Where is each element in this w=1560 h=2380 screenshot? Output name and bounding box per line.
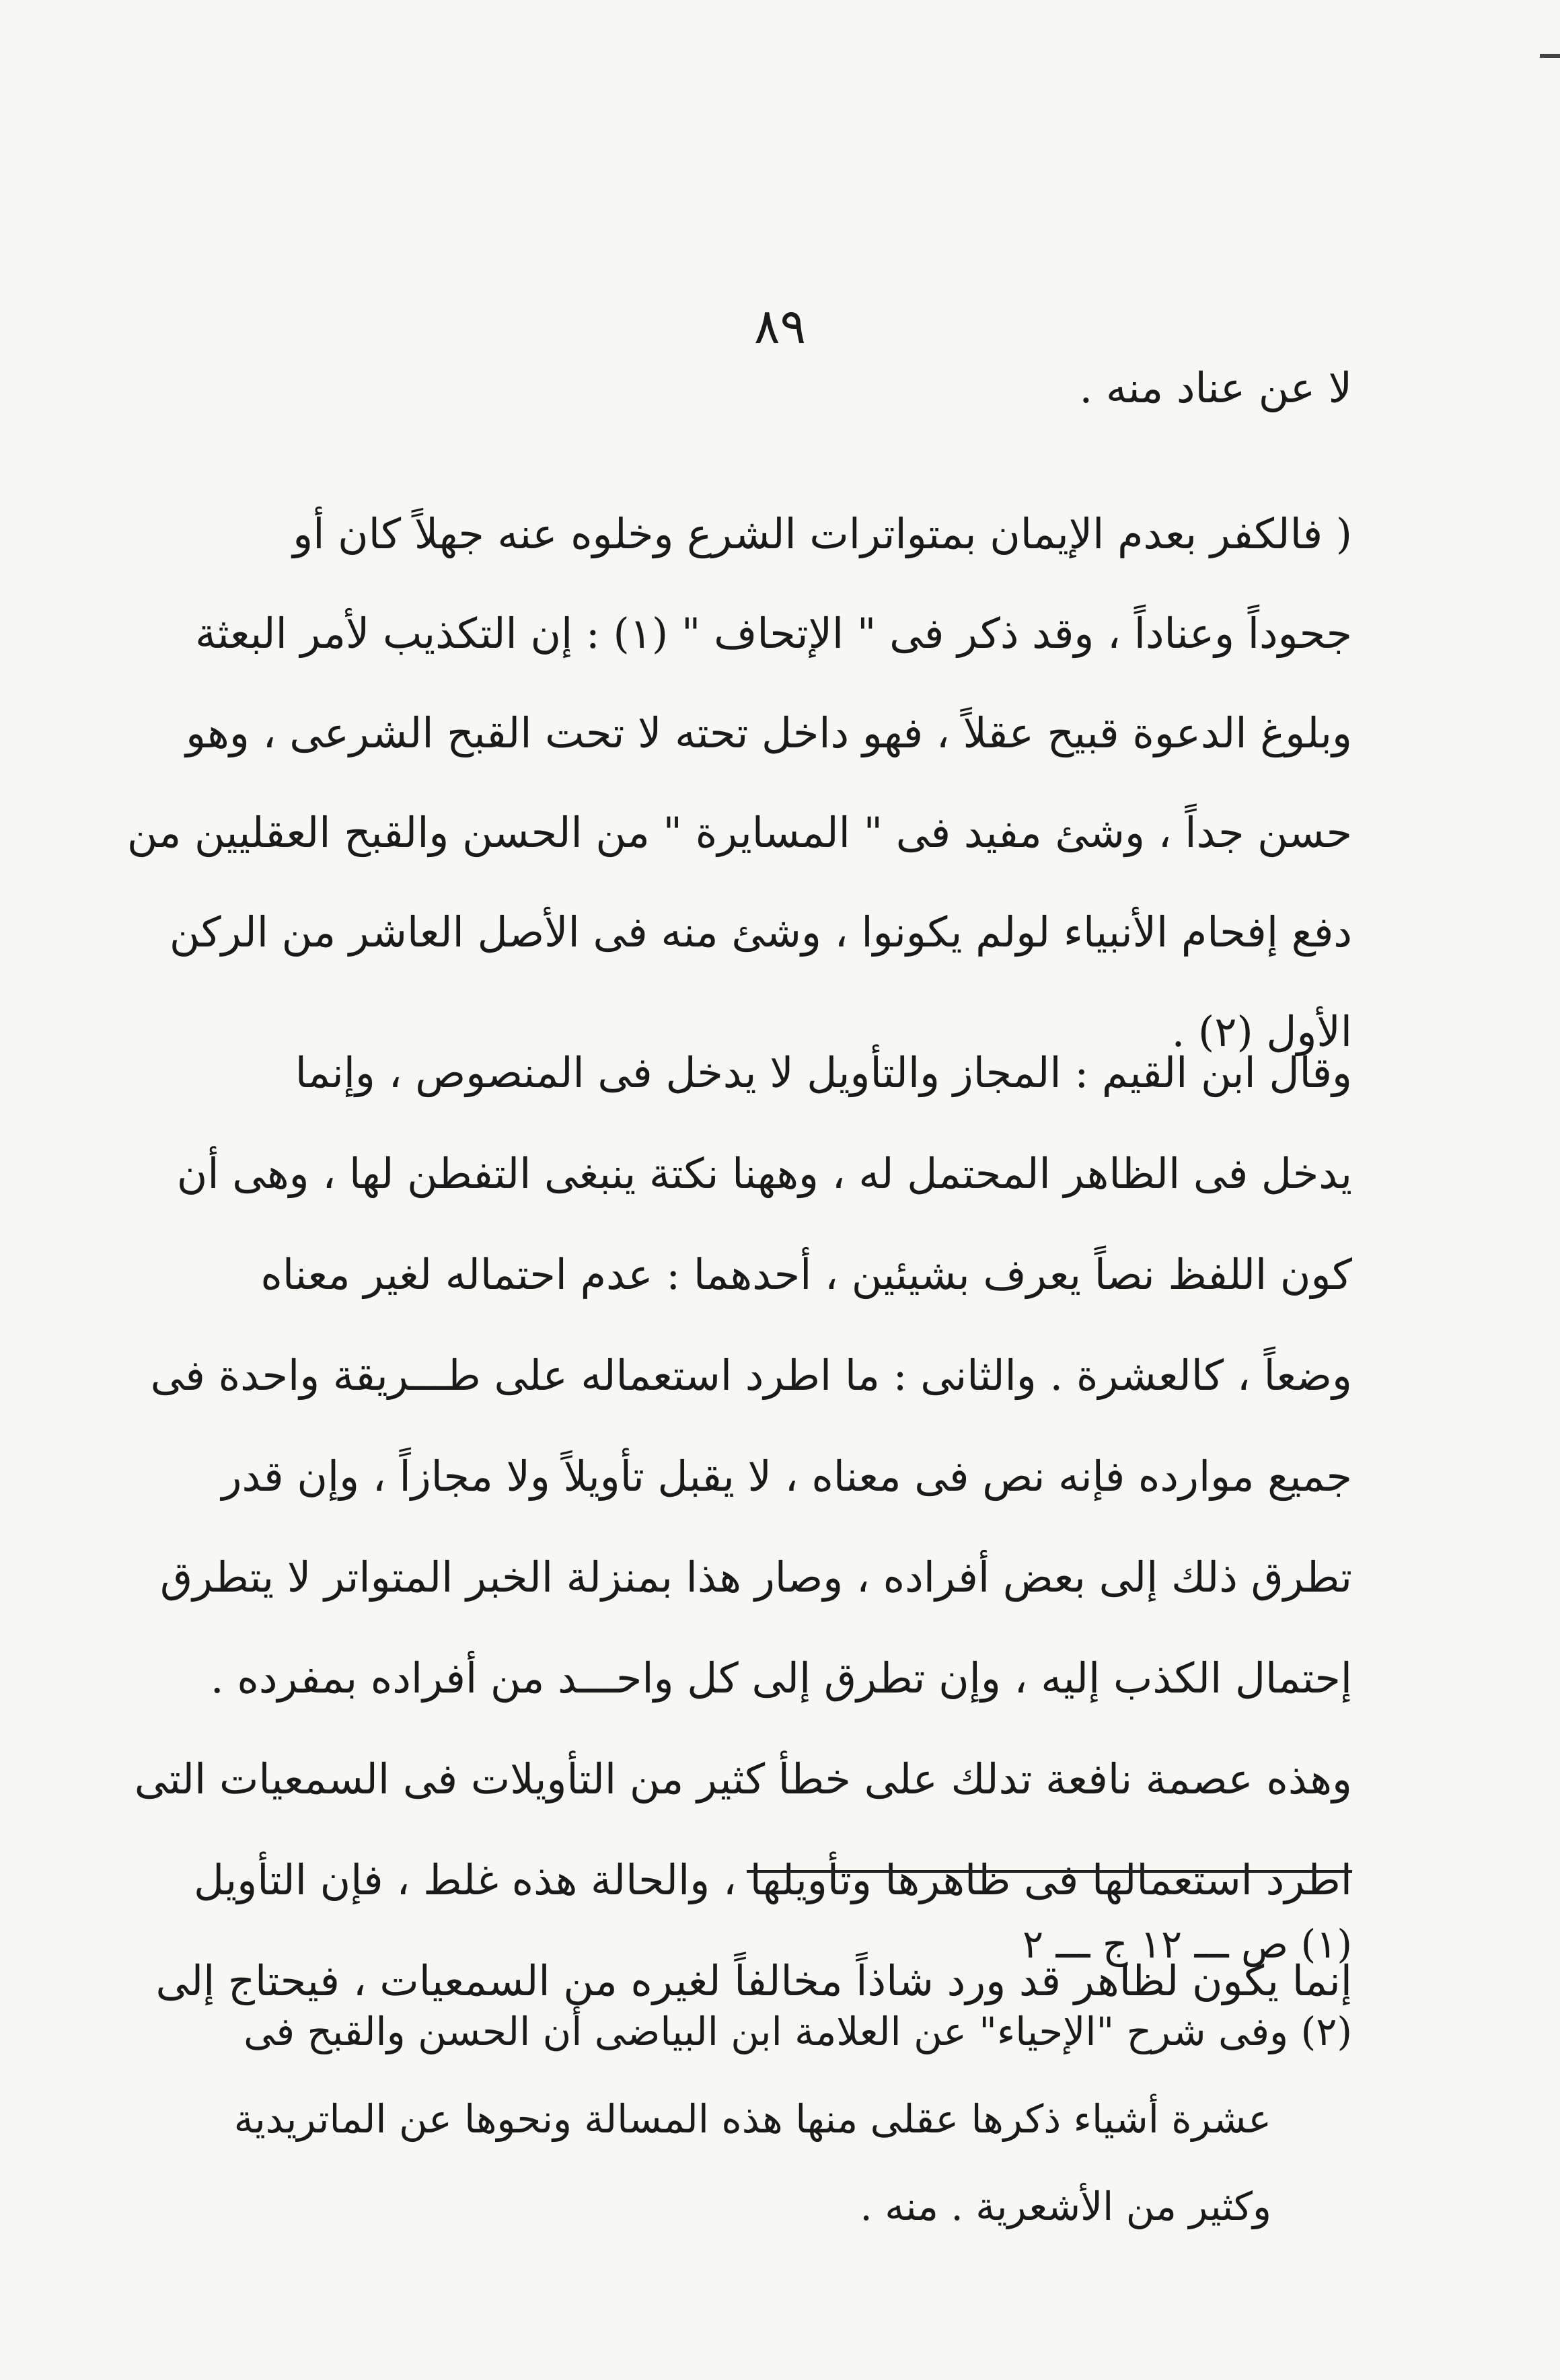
intro-line: لا عن عناد منه . [1079,363,1352,412]
paragraph-line: جميع موارده فإنه نص فى معناه ، لا يقبل تأويلاً ولا مجازاً ، وإن قدر [221,1452,1352,1501]
paragraph-line: وقال ابن القيم : المجاز والتأويل لا يدخل فى المنصوص ، وإنما [295,1048,1352,1097]
paragraph-line: اطرد استعمالها فى ظاهرها وتأويلها ، والحالة هذه غلط ، فإن التأويل [194,1855,1352,1904]
paragraph-line: تطرق ذلك إلى بعض أفراده ، وصار هذا بمنزلة الخبر المتواتر لا يتطرق [160,1553,1352,1602]
footnote-1: (١) ص ـــ ١٢ ج ـــ ٢ [1022,1921,1352,1967]
paragraph-2 [114,1022,1352,2032]
page-edge-mark [1540,54,1560,58]
page-number: ٨٩ [753,298,807,355]
footnote-2-continuation: عشرة أشياء ذكرها عقلى منها هذه المسالة ونحوها عن الماتريدية [233,2096,1271,2142]
paragraph-line: حسن جداً ، وشئ مفيد فى " المسايرة " من الحسن والقبح العقليين من [126,808,1352,857]
footnote-divider [747,1870,1352,1873]
paragraph-line: إنما يكون لظاهر قد ورد شاذاً مخالفاً لغيره من السمعيات ، فيحتاج إلى [155,1956,1352,2005]
paragraph-line: الأول (٢) . [1171,1007,1352,1056]
footnote-2-continuation: وكثير من الأشعرية . منه . [860,2184,1271,2229]
paragraph-line: ( فالكفر بعدم الإيمان بمتواترات الشرع وخلوه عنه جهلاً كان أو [293,509,1352,558]
paragraph-1 [114,484,1352,1082]
intro-line-block [114,363,1352,412]
paragraph-line: إحتمال الكذب إليه ، وإن تطرق إلى كل واحـــد من أفراده بمفرده . [210,1653,1352,1703]
paragraph-line: وبلوغ الدعوة قبيح عقلاً ، فهو داخل تحته لا تحت القبح الشرعى ، وهو [186,708,1352,757]
paragraph-line: يدخل فى الظاهر المحتمل له ، وههنا نكتة ينبغى التفطن لها ، وهى أن [176,1149,1352,1198]
paragraph-line: وضعاً ، كالعشرة . والثانى : ما اطرد استعماله على طـــريقة واحدة فى [150,1351,1352,1400]
paragraph-line: كون اللفظ نصاً يعرف بشيئين ، أحدهما : عدم احتماله لغير معناه [260,1250,1352,1299]
footnote-2: (٢) وفى شرح "الإحياء" عن العلامة ابن البياضى أن الحسن والقبح فى [244,2009,1352,2054]
footnotes [114,1900,1352,2250]
paragraph-line: وهذه عصمة نافعة تدلك على خطأ كثير من التأويلات فى السمعيات التى [134,1754,1352,1803]
paragraph-line: جحوداً وعناداً ، وقد ذكر فى " الإتحاف " (١) : إن التكذيب لأمر البعثة [195,609,1352,658]
paragraph-line: دفع إفحام الأنبياء لولم يكونوا ، وشئ منه فى الأصل العاشر من الركن [169,907,1352,957]
